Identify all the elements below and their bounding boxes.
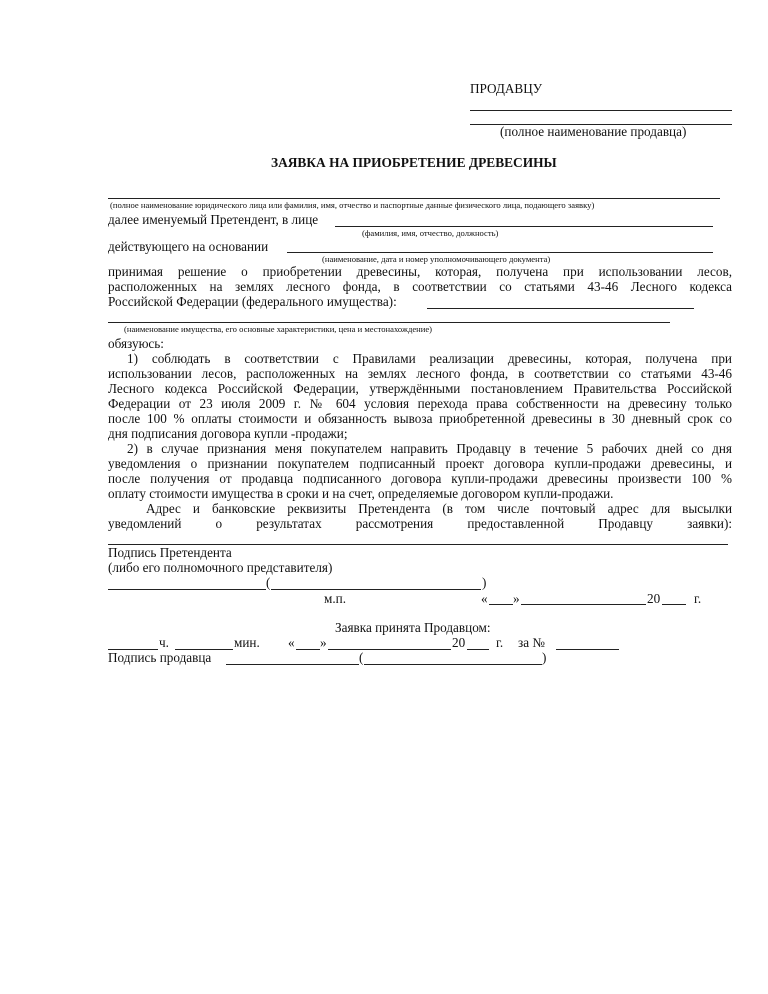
signature-date-close-quote: » (513, 591, 520, 606)
signature-month-line (521, 604, 646, 605)
item2-line-3: после получения от продавца подписанного договора купли-продажи древесины произвести 100 % (108, 471, 732, 486)
acceptance-year-prefix: 20 (452, 635, 466, 650)
property-line (108, 322, 670, 323)
acceptance-date-close-quote: » (320, 635, 327, 650)
intro-line-2: расположенных на землях лесного фонда, в соответствии со статьями 43-46 Лесного кодекса (108, 279, 732, 294)
hereinafter-label: далее именуемый Претендент, в лице (108, 212, 319, 227)
item2-line-4: оплату стоимости имущества в сроки и на счет, определяемые договором купли-продажи. (108, 486, 614, 501)
document-title: ЗАЯВКА НА ПРИОБРЕТЕНИЕ ДРЕВЕСИНЫ (271, 155, 557, 170)
item2-line-2: уведомления о признании покупателем подписанный проект договора купли-продажи древесины, и (108, 456, 732, 471)
address-line-2: уведомлений о результатах рассмотрения предоставленной Продавцу заявки): (108, 516, 732, 531)
item1-line-5: после 100 % оплаты стоимости и обязанность вывоза приобретенной древесины в 30 дневный срок со (108, 411, 732, 426)
acceptance-month-line (328, 649, 451, 650)
signature-year-suffix: г. (694, 591, 702, 606)
intro-line-1: принимая решение о приобретении древесины, которая, получена при использовании лесов, (108, 264, 732, 279)
seller-name-caption: (полное наименование продавца) (500, 124, 687, 139)
obliges-label: обязуюсь: (108, 336, 164, 351)
acceptance-year-line (467, 649, 489, 650)
item1-line-1: 1) соблюдать в соответствии с Правилами реализации древесины, которая, получена при (127, 351, 732, 366)
signature-date-open-quote: « (481, 591, 488, 606)
signature-name-line (271, 589, 481, 590)
applicant-caption: (полное наименование юридического лица или фамилия, имя, отчество и паспортные данные физического лица, подающего заявку) (110, 200, 595, 210)
basis-document-line (287, 252, 713, 253)
signature-year-line (662, 604, 686, 605)
seller-signature-line (226, 664, 359, 665)
person-name-line (335, 226, 713, 227)
document-caption: (наименование, дата и номер уполномочивающего документа) (322, 254, 551, 264)
signature-line (108, 589, 266, 590)
property-caption: (наименование имущества, его основные характеристики, цена и местонахождение) (124, 324, 433, 334)
seller-signature-open-paren: ( (359, 650, 364, 665)
acting-basis-label: действующего на основании (108, 239, 269, 254)
seller-signature-name-line (364, 664, 542, 665)
to-seller-heading: ПРОДАВЦУ (470, 81, 543, 96)
acceptance-date-open-quote: « (288, 635, 295, 650)
representative-label: (либо его полномочного представителя) (108, 560, 333, 575)
signature-close-paren: ) (482, 575, 487, 590)
address-line-1: Адрес и банковские реквизиты Претендента (в том числе почтовый адрес для высылки (146, 501, 732, 516)
applicant-signature-label: Подпись Претендента (108, 545, 232, 560)
acceptance-number-line (556, 649, 619, 650)
minutes-label: мин. (234, 635, 260, 650)
property-line-inline (427, 308, 694, 309)
item1-line-4: Федерации от 23 июля 2009 г. № 604 условия перехода права собственности на древесину только (108, 396, 732, 411)
accepted-by-seller-label: Заявка принята Продавцом: (335, 620, 491, 635)
acceptance-year-suffix: г. (496, 635, 504, 650)
hours-label: ч. (159, 635, 169, 650)
item1-line-3: Лесного кодекса Российской Федерации, утверждёнными постановлением Правительства Российской (108, 381, 732, 396)
applicant-name-line (108, 198, 720, 199)
signature-day-line (489, 604, 513, 605)
signature-open-paren: ( (266, 575, 271, 590)
intro-line-3: Российской Федерации (федерального имущества): (108, 294, 397, 309)
item1-line-2: использовании лесов, расположенных на землях лесного фонда, в соответствии со статьями 43-46 (108, 366, 732, 381)
seller-name-line-1 (470, 110, 732, 111)
signature-year-prefix: 20 (647, 591, 661, 606)
stamp-label: м.п. (324, 591, 346, 606)
item1-line-6: дня подписания договора купли -продажи; (108, 426, 348, 441)
person-caption: (фамилия, имя, отчество, должность) (362, 228, 499, 238)
seller-signature-label: Подпись продавца (108, 650, 212, 665)
acceptance-number-label: за № (518, 635, 545, 650)
seller-signature-close-paren: ) (542, 650, 547, 665)
item2-line-1: 2) в случае признания меня покупателем направить Продавцу в течение 5 рабочих дней со дня (127, 441, 732, 456)
acceptance-day-line (296, 649, 320, 650)
